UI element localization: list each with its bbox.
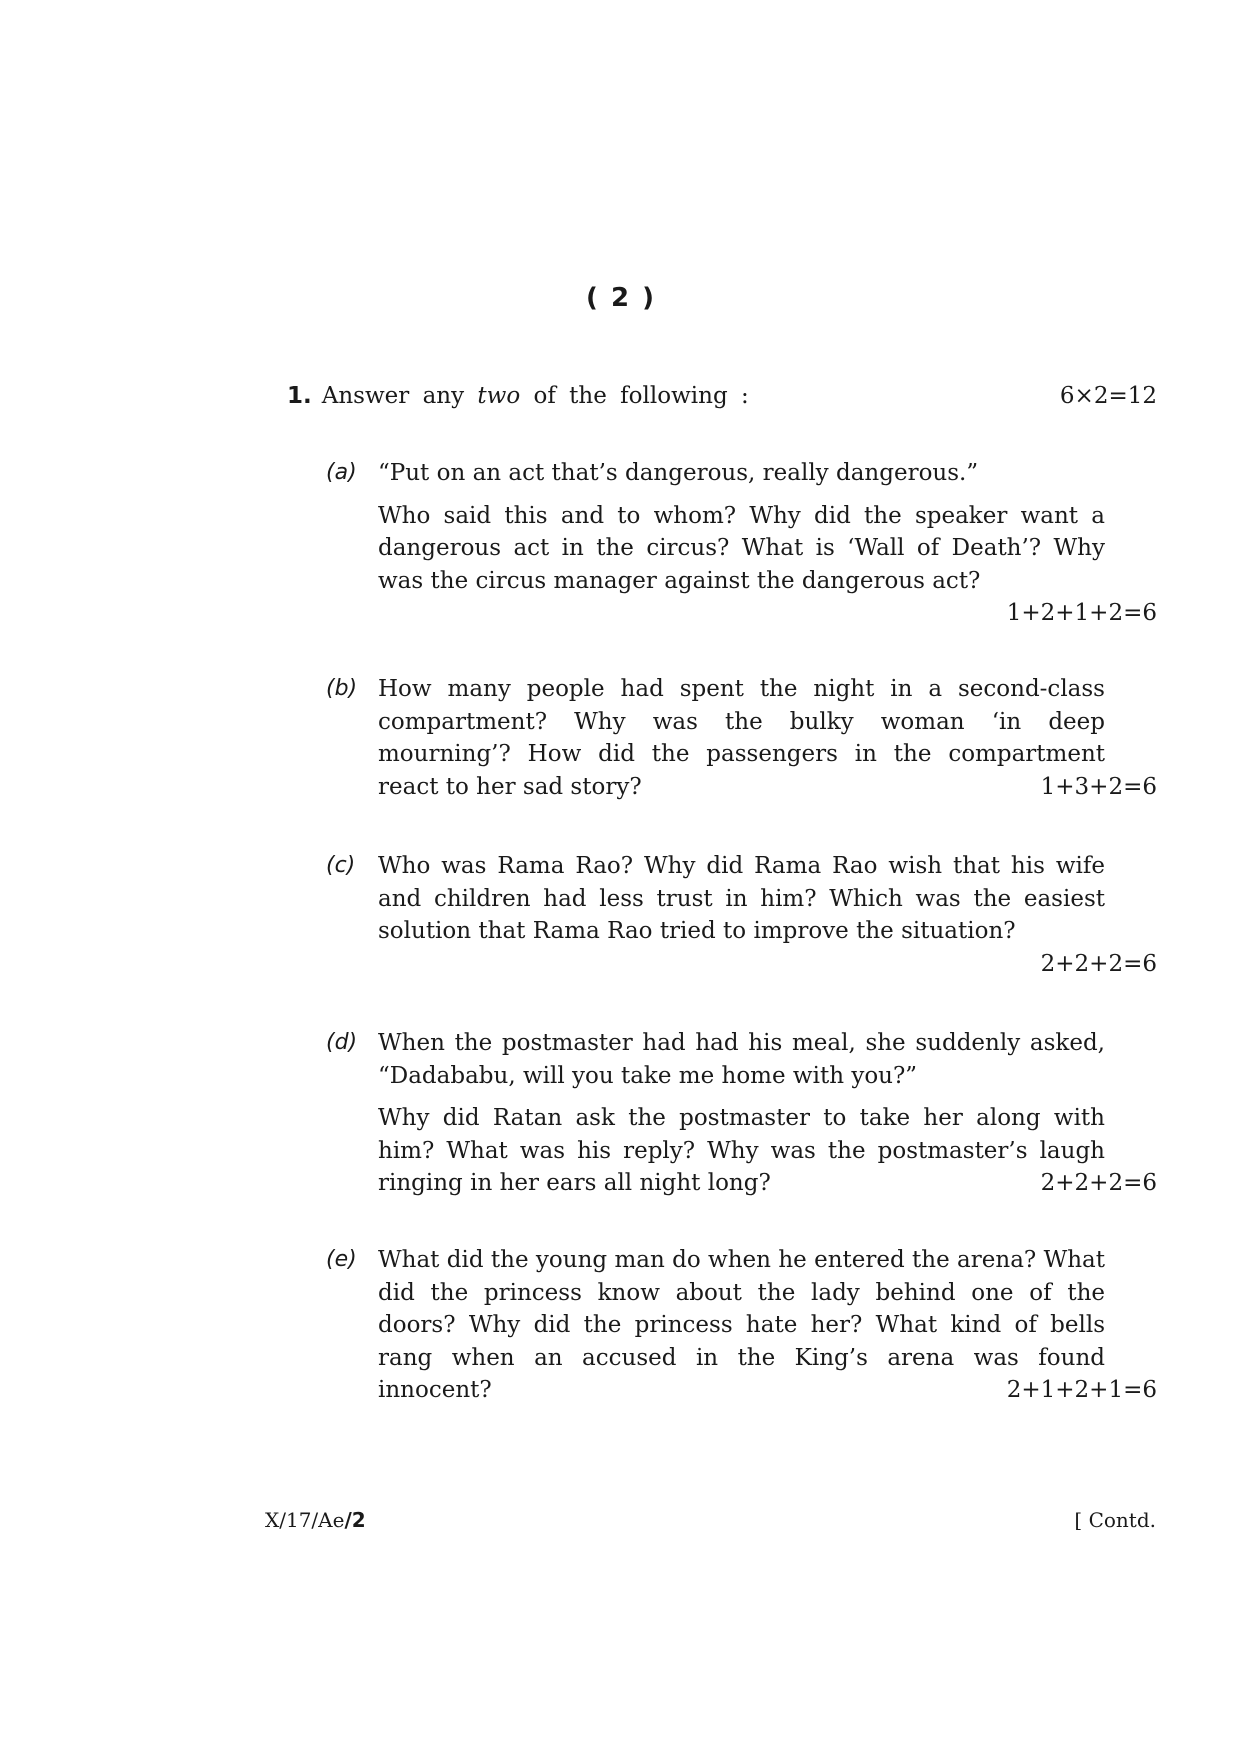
footer-code-prefix: X/17/Ae — [265, 1508, 345, 1532]
subquestion-marks: 2+2+2=6 — [1040, 1170, 1157, 1196]
subquestion-text: What did the young man do when he entered the arena? What did the princess know about the lady behind one of the doors? Why did the princess hate her? What kind of bells rang when an accused in the King’s arena was found innocent? — [378, 1247, 1105, 1403]
subquestion-a — [326, 457, 1157, 630]
page-number: ( 2 ) — [586, 283, 656, 313]
question-heading — [287, 380, 1157, 412]
instruction-post: of the following : — [533, 383, 749, 409]
subquestion-text: Why did Ratan ask the postmaster to take her along with him? What was his reply? Why was the postmaster’s laugh ringing in her ears all night long? — [378, 1105, 1105, 1196]
question-marks: 6×2=12 — [1059, 383, 1157, 409]
subquestion-quote: When the postmaster had had his meal, she suddenly asked, “Dadababu, will you take me home with you?” — [378, 1030, 1105, 1089]
subquestion-e — [326, 1244, 1157, 1407]
subquestion-text: Who said this and to whom? Why did the speaker want a dangerous act in the circus? What is ‘Wall of Death’? Why was the circus manager against the dangerous act? — [378, 502, 1105, 594]
subquestion-label: (a) — [326, 460, 357, 485]
instruction-emphasis: two — [477, 383, 521, 409]
subquestion-label: (e) — [326, 1247, 357, 1272]
footer-code — [265, 1508, 366, 1532]
subquestion-marks: 2+2+2=6 — [1040, 950, 1157, 977]
subquestion-label: (d) — [326, 1030, 358, 1055]
subquestion-text: How many people had spent the night in a second-class compartment? Why was the bulky woman ‘in deep mourning’? How did the passengers in the compartment react to her sad story? — [378, 676, 1105, 800]
question-number: 1. — [287, 383, 312, 409]
subquestion-c — [326, 850, 1157, 980]
subquestion-marks: 2+1+2+1=6 — [1006, 1377, 1157, 1403]
subquestion-label: (b) — [326, 676, 358, 701]
subquestion-quote: “Put on an act that’s dangerous, really dangerous.” — [378, 460, 979, 486]
footer-contd: [ Contd. — [1074, 1508, 1156, 1532]
subquestion-label: (c) — [326, 853, 356, 878]
subquestion-d — [326, 1027, 1157, 1200]
subquestion-marks: 1+3+2=6 — [1040, 773, 1157, 800]
instruction-pre: Answer any — [321, 383, 465, 409]
subquestion-b — [326, 673, 1157, 803]
footer-code-suffix: /2 — [344, 1508, 366, 1532]
subquestion-marks: 1+2+1+2=6 — [1006, 600, 1157, 626]
subquestion-text: Who was Rama Rao? Why did Rama Rao wish that his wife and children had less trust in him? Which was the easiest solution that Rama Rao tried to improve the situation? — [378, 853, 1105, 944]
